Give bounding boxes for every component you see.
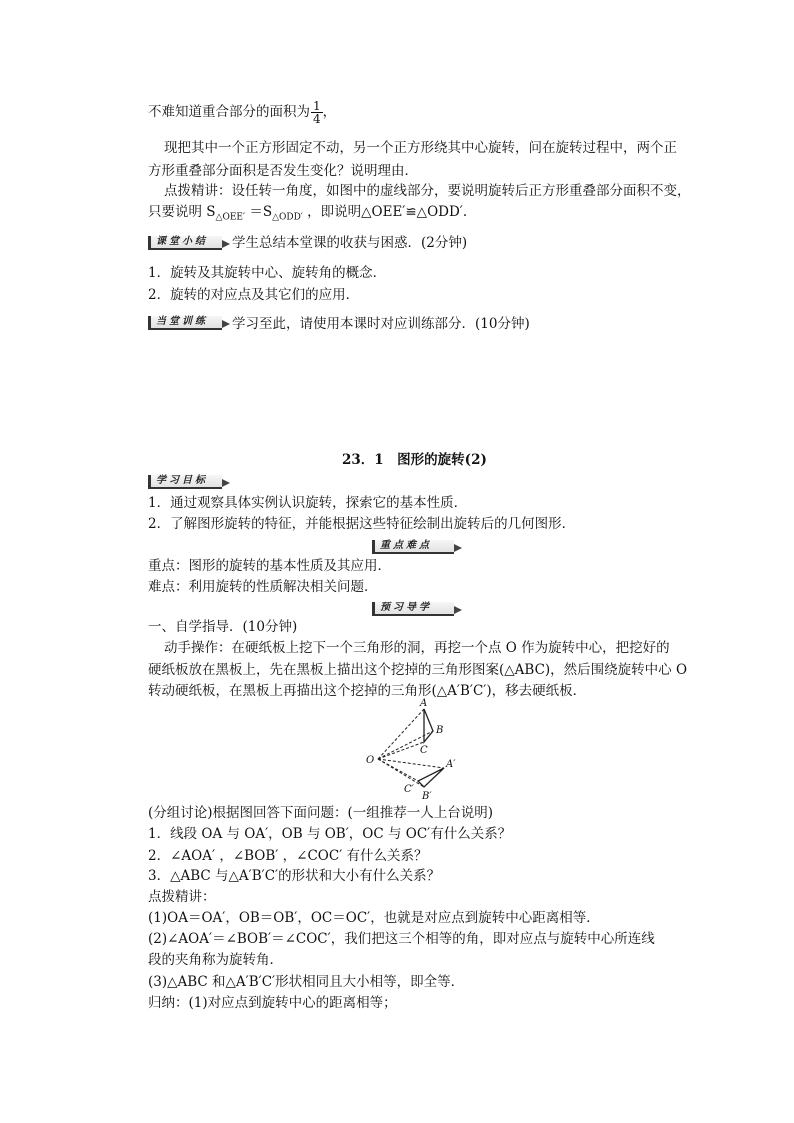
goal-item-1: 1．通过观察具体实例认识旋转，探索它的基本性质．: [148, 495, 468, 511]
question-1: 1．线段 OA 与 OA′，OB 与 OB′，OC 与 OC′有什么关系？: [148, 826, 512, 842]
preview-badge: 预习导学: [372, 602, 454, 616]
answer-1: (1)OA＝OA′，OB＝OB′，OC＝OC′，也就是对应点到旋转中心距离相等．: [148, 910, 600, 926]
summary-conclusion: 归纳：(1)对应点到旋转中心的距离相等；: [148, 995, 397, 1011]
difficult-point: 难点：利用旋转的性质解决相关问题．: [148, 579, 378, 595]
discussion-intro: (分组讨论)根据图回答下面问题：(一组推荐一人上台说明): [148, 805, 494, 821]
key-point: 重点：图形的旋转的基本性质及其应用．: [148, 558, 391, 574]
label-a-prime: A′: [446, 759, 456, 770]
label-c-prime: C′: [404, 784, 414, 795]
text-line: 现把其中一个正方形固定不动，另一个正方形绕其中心旋转，问在旋转过程中，两个正: [164, 140, 677, 156]
answer-3: (3)△ABC 和△A′B′C′形状相同且大小相等，即全等．: [148, 974, 465, 990]
hint-heading: 点拨精讲：: [148, 889, 216, 905]
self-study-heading: 一、自学指导．(10分钟): [148, 619, 298, 635]
text-line: 方形重叠部分面积是否发生变化？说明理由．: [148, 163, 418, 179]
text-line: 不难知道重合部分的面积为 $\frac{1}{4}$ ，: [148, 99, 337, 126]
rotation-figure: [362, 697, 472, 807]
text-line: 点拨精讲：设任转一角度，如图中的虚线部分，要说明旋转后正方形重叠部分面积不变，: [164, 183, 691, 199]
summary-badge: 课堂小结: [148, 236, 222, 250]
summary-item-2: 2．旋转的对应点及其它们的应用．: [148, 287, 360, 303]
answer-2-cont: 段的夹角称为旋转角．: [148, 952, 283, 968]
question-2: 2．∠AOA′ ，∠BOB′ ，∠COC′ 有什么关系？: [148, 848, 428, 864]
line-oa2: [378, 759, 444, 768]
section-title: 23．1 图形的旋转(2): [342, 452, 487, 468]
activity-line: 动手操作：在硬纸板上挖下一个三角形的洞，再挖一个点 O 作为旋转中心，把挖好的: [164, 640, 670, 656]
label-o: O: [366, 755, 375, 766]
practice-badge: 当堂训练: [148, 316, 222, 330]
summary-text: 学生总结本堂课的收获与困惑．(2分钟): [232, 235, 468, 251]
label-a: A: [420, 698, 428, 709]
practice-text: 学习至此，请使用本课时对应训练部分．(10分钟): [232, 316, 530, 332]
key-points-badge: 重点难点: [372, 540, 454, 554]
activity-line: 硬纸板放在黑板上，先在黑板上描出这个挖掉的三角形图案(△ABC)，然后围绕旋转中心 O: [148, 662, 688, 678]
goals-badge: 学习目标: [148, 475, 222, 489]
line-oa: [378, 709, 424, 759]
label-b: B: [436, 725, 444, 736]
summary-item-1: 1．旋转及其旋转中心、旋转角的概念．: [148, 265, 387, 281]
question-3: 3．△ABC 与△A′B′C′的形状和大小有什么关系？: [148, 868, 441, 884]
line-ob2: [378, 759, 424, 787]
triangle-abc: [424, 709, 433, 742]
answer-2: (2)∠AOA′＝∠BOB′＝∠COC′，我们把这三个相等的角，即对应点与旋转中心所连线: [148, 931, 655, 947]
activity-line: 转动硬纸板，在黑板上再描出这个挖掉的三角形(△A′B′C′)，移去硬纸板．: [148, 683, 587, 699]
fraction: $\frac{1}{4}$: [313, 99, 321, 126]
text-line: 只要说明 $S_{\triangle OEE'} =S_{\triangle ODD'}$ ，即说明△OEE′≌△ODD′.: [148, 204, 468, 223]
label-c: C: [420, 745, 428, 756]
line-oc: [378, 742, 424, 759]
line-oc2: [378, 759, 418, 781]
label-b-prime: B′: [422, 791, 432, 802]
triangle-a2b2c2: [418, 768, 444, 787]
goal-item-2: 2．了解图形旋转的特征，并能根据这些特征绘制出旋转后的几何图形．: [148, 516, 576, 532]
